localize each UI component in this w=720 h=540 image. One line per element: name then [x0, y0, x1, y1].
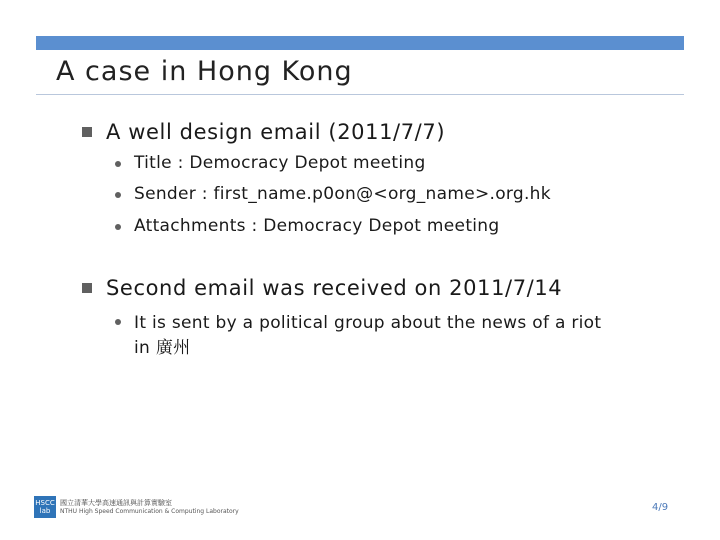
- page-number: 4/9: [652, 502, 669, 513]
- header-accent-bar: [36, 36, 684, 50]
- dot-bullet-icon: [115, 192, 121, 198]
- sub-bullet-text: Sender : first_name.p0on@<org_name>.org.hk: [134, 184, 551, 204]
- footer-lab-name: NTHU High Speed Communication & Computing Laboratory: [60, 508, 239, 515]
- sub-bullet-text: Title : Democracy Depot meeting: [134, 153, 426, 173]
- bullet-item: [82, 276, 562, 300]
- dot-bullet-icon: [115, 161, 121, 167]
- slide-title: A case in Hong Kong: [56, 56, 353, 87]
- footer-org-name: 國立清華大學高速通訊與計算實驗室: [60, 499, 172, 507]
- bullet-text: A well design email (2011/7/7): [106, 120, 446, 144]
- bullet-item: [82, 120, 445, 144]
- sub-bullet-text: It is sent by a political group about the news of a riot: [134, 313, 602, 333]
- sub-bullet-text-block: [134, 311, 674, 361]
- sub-bullet-item: [115, 216, 499, 236]
- sub-bullet-item: [115, 153, 426, 173]
- square-bullet-icon: [82, 127, 92, 137]
- title-divider: [36, 94, 684, 95]
- dot-bullet-icon: [115, 224, 121, 230]
- lab-logo: [34, 496, 56, 518]
- sub-bullet-item: [115, 184, 551, 204]
- logo-text-bottom: lab: [39, 507, 51, 515]
- bullet-text: Second email was received on 2011/7/14: [106, 276, 563, 300]
- square-bullet-icon: [82, 283, 92, 293]
- dot-bullet-icon: [115, 319, 121, 325]
- logo-text-top: HSCC: [35, 499, 55, 507]
- sub-bullet-item: [115, 311, 674, 361]
- city-name: 廣州: [155, 338, 191, 358]
- sub-bullet-text: Attachments : Democracy Depot meeting: [134, 216, 500, 236]
- sub-bullet-text: in: [134, 338, 151, 358]
